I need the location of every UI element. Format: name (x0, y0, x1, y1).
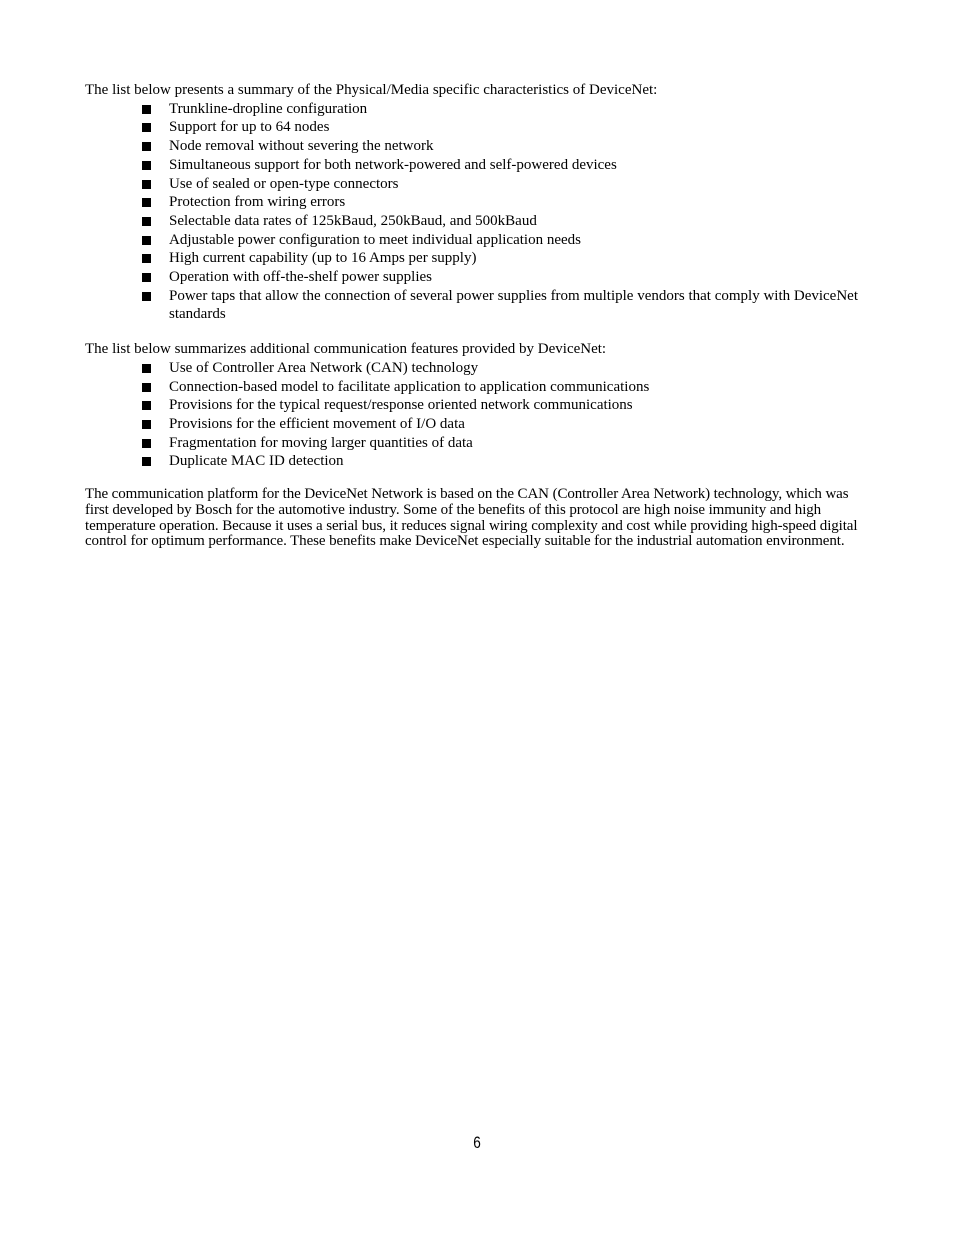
list-item-text: Selectable data rates of 125kBaud, 250kBaud, and 500kBaud (169, 212, 537, 229)
list-item (141, 249, 869, 268)
physical-characteristics-list (85, 100, 869, 324)
square-bullet-icon (141, 434, 169, 453)
list-item (141, 268, 869, 287)
list-item-text: Trunkline-dropline configuration (169, 100, 368, 117)
square-bullet-icon (141, 359, 169, 378)
list-item-text: Power taps that allow the connection of several power supplies from multiple vendors that comply with DeviceNet standards (169, 287, 858, 323)
physical-intro: The list below presents a summary of the Physical/Media specific characteristics of DeviceNet: (85, 82, 658, 98)
list-item (141, 415, 869, 434)
square-bullet-icon (141, 378, 169, 397)
list-item (141, 378, 869, 397)
square-bullet-icon (141, 118, 169, 137)
list-item (141, 175, 869, 194)
page-number: 6 (473, 1133, 481, 1152)
list-item-text: High current capability (up to 16 Amps per supply) (169, 250, 477, 267)
section-spacer (85, 324, 869, 340)
list-item-text: Use of Controller Area Network (CAN) technology (169, 359, 479, 376)
communication-features-list (85, 359, 869, 471)
list-item-text: Use of sealed or open-type connectors (169, 175, 399, 192)
list-item-text: Support for up to 64 nodes (169, 119, 330, 136)
list-item (141, 359, 869, 378)
list-item (141, 156, 869, 175)
square-bullet-icon (141, 193, 169, 212)
communication-intro: The list below summarizes additional communication features provided by DeviceNet: (85, 341, 607, 358)
list-item (141, 287, 869, 324)
list-item-text: Simultaneous support for both network-powered and self-powered devices (169, 156, 617, 173)
square-bullet-icon (141, 415, 169, 434)
square-bullet-icon (141, 452, 169, 471)
square-bullet-icon (141, 100, 169, 119)
square-bullet-icon (141, 156, 169, 175)
list-item (141, 137, 869, 156)
list-item (141, 434, 869, 453)
list-item-text: Provisions for the typical request/response oriented network communications (169, 397, 633, 414)
list-item-text: Node removal without severing the network (169, 138, 434, 155)
list-item (141, 231, 869, 250)
page-content (85, 81, 869, 550)
section-spacer (85, 471, 869, 487)
list-item-text: Duplicate MAC ID detection (169, 453, 344, 470)
square-bullet-icon (141, 175, 169, 194)
list-item-text: Connection-based model to facilitate application to application communications (169, 378, 650, 395)
square-bullet-icon (141, 212, 169, 231)
square-bullet-icon (141, 268, 169, 287)
list-item-text: Fragmentation for moving larger quantities of data (169, 434, 473, 451)
list-item (141, 193, 869, 212)
list-item (141, 118, 869, 137)
list-item (141, 452, 869, 471)
list-item-text: Provisions for the efficient movement of I/O data (169, 415, 465, 432)
list-item (141, 212, 869, 231)
list-item (141, 396, 869, 415)
list-item (141, 100, 869, 119)
list-item-text: Operation with off-the-shelf power supplies (169, 269, 432, 286)
list-item-text: Protection from wiring errors (169, 194, 346, 211)
list-item-text: Adjustable power configuration to meet individual application needs (169, 231, 581, 248)
square-bullet-icon (141, 137, 169, 156)
square-bullet-icon (141, 287, 169, 306)
platform-paragraph: The communication platform for the DeviceNet Network is based on the CAN (Controller Area Network) technology, which was first developed by Bosch for the automotive industry. Some of the benefits of this protocol are high noise immunity and high temperature operation. Because it uses a serial bus, it reduces signal wiring complexity and cost while providing high-speed digital control for optimum performance. These benefits make DeviceNet especially suitable for the industrial automation environment. (85, 486, 858, 550)
square-bullet-icon (141, 231, 169, 250)
square-bullet-icon (141, 396, 169, 415)
square-bullet-icon (141, 249, 169, 268)
